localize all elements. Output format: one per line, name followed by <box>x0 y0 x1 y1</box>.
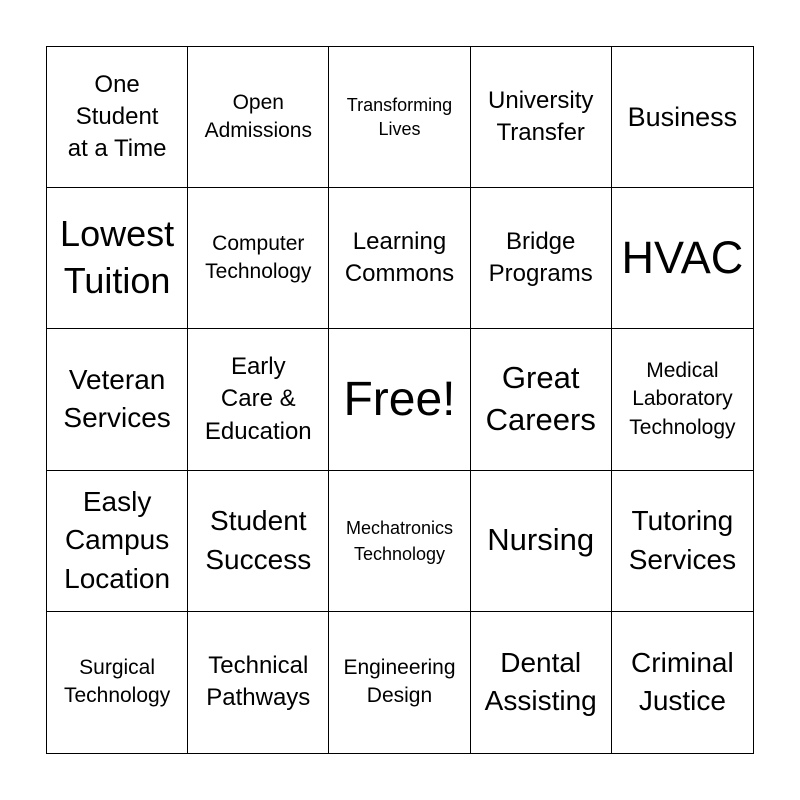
bingo-cell-r5c1[interactable]: Surgical Technology <box>47 612 188 753</box>
bingo-cell-r2c4[interactable]: Bridge Programs <box>471 188 612 329</box>
bingo-cell-r4c4[interactable]: Nursing <box>471 471 612 612</box>
bingo-cell-r2c2[interactable]: Computer Technology <box>188 188 329 329</box>
bingo-card <box>46 46 754 754</box>
bingo-cell-r5c4[interactable]: Dental Assisting <box>471 612 612 753</box>
bingo-cell-r2c5[interactable]: HVAC <box>612 188 753 329</box>
bingo-cell-r5c5[interactable]: Criminal Justice <box>631 646 734 717</box>
bingo-cell-r4c1[interactable]: Easly Campus Location <box>47 471 188 612</box>
bingo-cell-r1c2[interactable]: Open Admissions <box>188 47 329 188</box>
bingo-cell-r1c5[interactable]: Business <box>612 47 753 188</box>
bingo-cell-r2c1[interactable]: Lowest Tuition <box>47 188 188 329</box>
bingo-cell-r3c1[interactable]: Veteran Services <box>47 329 188 470</box>
bingo-cell-r4c3[interactable]: Mechatronics Technology <box>329 471 470 612</box>
bingo-cell-r1c3[interactable]: Transforming Lives <box>329 47 470 188</box>
bingo-cell-r1c1[interactable]: One Student at a Time <box>47 47 188 188</box>
bingo-cell-r2c3[interactable]: Learning Commons <box>329 188 470 329</box>
bingo-cell-r4c5[interactable]: Tutoring Services <box>612 471 753 612</box>
bingo-cell-r3c2[interactable]: Early Care & Education <box>188 329 329 470</box>
bingo-cell-r5c2[interactable]: Technical Pathways <box>188 612 329 753</box>
bingo-cell-r1c4[interactable]: University Transfer <box>471 47 612 188</box>
bingo-cell-r3c4[interactable]: Great Careers <box>471 329 612 470</box>
bingo-cell-r5c3[interactable]: Engineering Design <box>329 612 470 753</box>
bingo-cell-r3c5[interactable]: Medical Laboratory Technology <box>612 329 753 470</box>
bingo-cell-r4c2[interactable]: Student Success <box>188 471 329 612</box>
bingo-cell-free[interactable]: Free! <box>329 329 470 470</box>
